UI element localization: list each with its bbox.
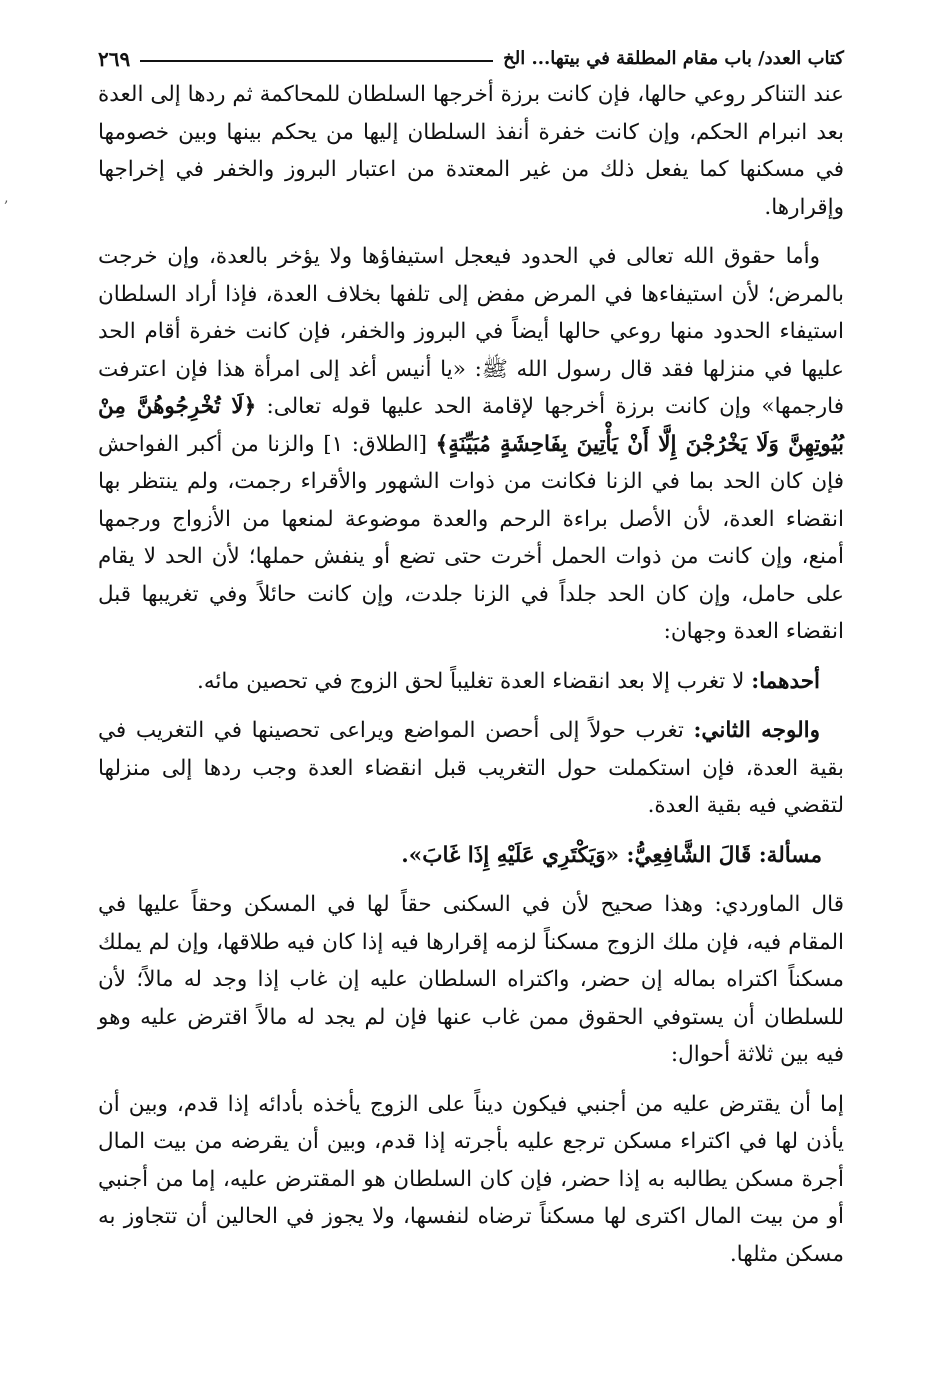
paragraph-4-text: تغرب حولاً إلى أحصن المواضع ويراعى تحصينها في التغريب في بقية العدة، فإن استكملت حول التغريب قبل انقضاء العدة وجب ردها إلى منزلها لتقضي فيه بقية العدة. xyxy=(98,718,844,818)
paragraph-2-text: وأما حقوق الله تعالى في الحدود فيعجل استيفاؤها ولا يؤخر بالعدة، وإن خرجت بالمرض؛ لأن استيفاءها في المرض مفض إلى تلفها بخلاف العدة، فإذا أراد السلطان استيفاء الحدود منها روعي حالها أيضاً في البروز والخفر، فإن كانت خفرة أقام الحد عليها في منزلها فقد قال رسول الله ﷺ: «يا أنيس أغد إلى امرأة هذا فإن اعترفت فارجمها» وإن كانت برزة أخرجها لإقامة الحد عليها قوله تعالى: xyxy=(98,244,844,419)
paragraph-4 xyxy=(98,712,844,825)
masala-text: «وَيَكْتَرِي عَلَيْهِ إِذَا غَابَ». xyxy=(401,842,620,868)
masala-heading xyxy=(98,837,844,875)
margin-mark: ‚ xyxy=(4,190,9,206)
paragraph-3-text: لا تغرب إلا بعد انقضاء العدة تغليباً لحق الزوج في تحصين مائه. xyxy=(197,668,745,694)
quran-verse: ﴿لَا تُخْرِجُوهُنَّ مِنْ بُيُوتِهِنَّ وَلَا يَخْرُجْنَ إِلَّا أَنْ يَأْتِينَ بِفَاحِشَةٍ مُبَيِّنَةٍ﴾ xyxy=(98,394,844,457)
paragraph-1-text: عند التناكر روعي حالها، فإن كانت برزة أخرجها السلطان للمحاكمة ثم ردها إلى العدة بعد انبرام الحكم، وإن كانت خفرة أنفذ السلطان إليها من يحكم بينها وبين خصومها في مسكنها كما يفعل ذلك من غير المعتدة من اعتبار البروز والخفر في إخراجها وإقرارها. xyxy=(98,82,844,220)
paragraph-3 xyxy=(98,663,844,701)
paragraph-1 xyxy=(98,76,844,226)
masala-lead: مسألة: قَالَ الشَّافِعِيُّ: xyxy=(626,842,822,868)
running-header xyxy=(98,44,844,74)
page-number: ٢٦٩ xyxy=(98,47,131,71)
paragraph-4-lead: والوجه الثاني: xyxy=(693,718,820,743)
paragraph-6 xyxy=(98,1086,844,1274)
paragraph-5 xyxy=(98,886,844,1074)
paragraph-3-lead: أحدهما: xyxy=(751,668,820,694)
paragraph-2 xyxy=(98,238,844,651)
paragraph-5-text: قال الماوردي: وهذا صحيح لأن في السكنى حقاً لها في المسكن وحقاً عليها في المقام فيه، فإن ملك الزوج مسكناً لزمه إقرارها فيه إذا كان فيه طلاقها، وإن لم يملك مسكناً اكتراه بماله إن حضر، واكتراه السلطان عليه إن غاب إذا وجد له مالاً؛ لأن للسلطان أن يستوفي الحقوق ممن غاب عنها فإن لم يجد له مالاً اقترض عليه وهو فيه بين ثلاثة أحوال: xyxy=(98,892,844,1067)
header-title: كتاب العدد/ باب مقام المطلقة في بيتها... الخ xyxy=(503,48,844,69)
paragraph-2-tail: [الطلاق: ١] والزنا من أكبر الفواحش فإن كان الحد بما في الزنا فكانت من ذوات الشهور والأقراء رجمت، ولم ينتظر بها انقضاء العدة، لأن الأصل براءة الرحم والعدة موضوعة لمنعها من الأزواج ورجمها أمنع، وإن كانت من ذوات الحمل أخرت حتى تضع أو ينفش حملها؛ لأن الحد لا يقام على حامل، وإن كان الحد جلداً في الزنا جلدت، وإن كانت حائلاً وفي تغريبها قبل انقضاء العدة وجهان: xyxy=(98,431,844,644)
page-body xyxy=(98,76,844,1273)
paragraph-6-text: إما أن يقترض عليه من أجنبي فيكون ديناً على الزوج يأخذه بأدائه إذا قدم، وبين أن يأذن لها في اكتراء مسكن ترجع عليه بأجرته إذا قدم، وبين أن يقرضه من بيت المال أجرة مسكن يطالبه به إذا حضر، فإن كان السلطان هو المقترض عليه، إما من أجنبي أو من بيت المال اكترى لها مسكناً ترضاه لنفسها، ولا يجوز في الحالين أن تتجاوز به مسكن مثلها. xyxy=(98,1091,844,1267)
header-rule xyxy=(140,60,493,62)
